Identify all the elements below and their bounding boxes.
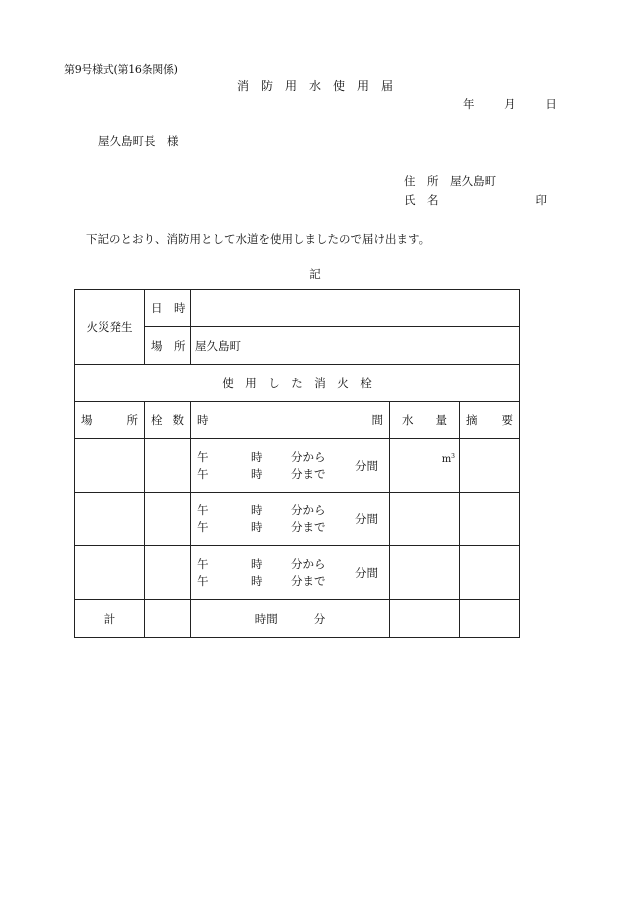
form-title: 消 防 用 水 使 用 届 <box>236 79 393 93</box>
header-place: 場 所 <box>75 402 145 439</box>
row-time: 午 時 分から 午 時 分まで 分間 <box>191 546 390 600</box>
addressee: 屋久島町長 様 <box>98 134 179 148</box>
row-duration: 分間 <box>355 458 378 473</box>
total-row <box>75 600 520 638</box>
row-count <box>145 493 191 546</box>
date-year: 年 <box>463 97 475 111</box>
name-label: 氏 名 <box>404 193 439 207</box>
total-water <box>390 600 460 638</box>
row-place <box>75 439 145 493</box>
fire-place-value: 屋久島町 <box>191 327 520 365</box>
address-value: 屋久島町 <box>450 174 497 188</box>
row-water <box>390 493 460 546</box>
fire-label: 火災発生 <box>75 290 145 365</box>
address-label: 住 所 <box>404 174 439 188</box>
header-count: 栓 数 <box>145 402 191 439</box>
fire-place-label: 場 所 <box>145 327 191 365</box>
row-count <box>145 439 191 493</box>
row-remarks <box>460 439 520 493</box>
statement: 下記のとおり、消防用として水道を使用しましたので届け出ます。 <box>86 232 431 246</box>
seal-mark: 印 <box>535 193 547 207</box>
applicant-address <box>404 173 496 189</box>
row-duration: 分間 <box>355 512 378 526</box>
row-time: 午 時 分から 午 時 分まで 分間 <box>191 493 390 546</box>
header-remarks: 摘 要 <box>460 402 520 439</box>
applicant-name <box>404 192 547 208</box>
cubic-meter-unit: $m^3$ <box>441 453 455 465</box>
row-time: 午 時 分から 午 時 分まで 分間 <box>191 439 390 493</box>
fire-datetime-label: 日 時 <box>145 290 191 327</box>
ki-heading: 記 <box>309 267 321 281</box>
form-id: 第9号様式(第16条関係) <box>64 63 178 76</box>
total-count <box>145 600 191 638</box>
row-place <box>75 493 145 546</box>
row-water <box>390 439 460 493</box>
total-time: 時間 分 <box>191 600 390 638</box>
table-row <box>75 439 520 493</box>
row-water <box>390 546 460 600</box>
usage-table <box>74 289 520 638</box>
date-line <box>463 96 565 112</box>
row-remarks <box>460 546 520 600</box>
total-label: 計 <box>75 600 145 638</box>
date-day: 日 <box>545 97 557 111</box>
fire-datetime-value <box>191 290 520 327</box>
row-duration: 分間 <box>355 565 378 580</box>
row-count <box>145 546 191 600</box>
row-remarks <box>460 493 520 546</box>
table-row <box>75 546 520 600</box>
row-place <box>75 546 145 600</box>
header-water: 水 量 <box>390 402 460 439</box>
table-row <box>75 493 520 546</box>
header-time: 時 間 <box>191 402 390 439</box>
hydrant-title: 使 用 し た 消 火 栓 <box>75 365 520 402</box>
date-month: 月 <box>504 97 516 111</box>
total-remarks <box>460 600 520 638</box>
